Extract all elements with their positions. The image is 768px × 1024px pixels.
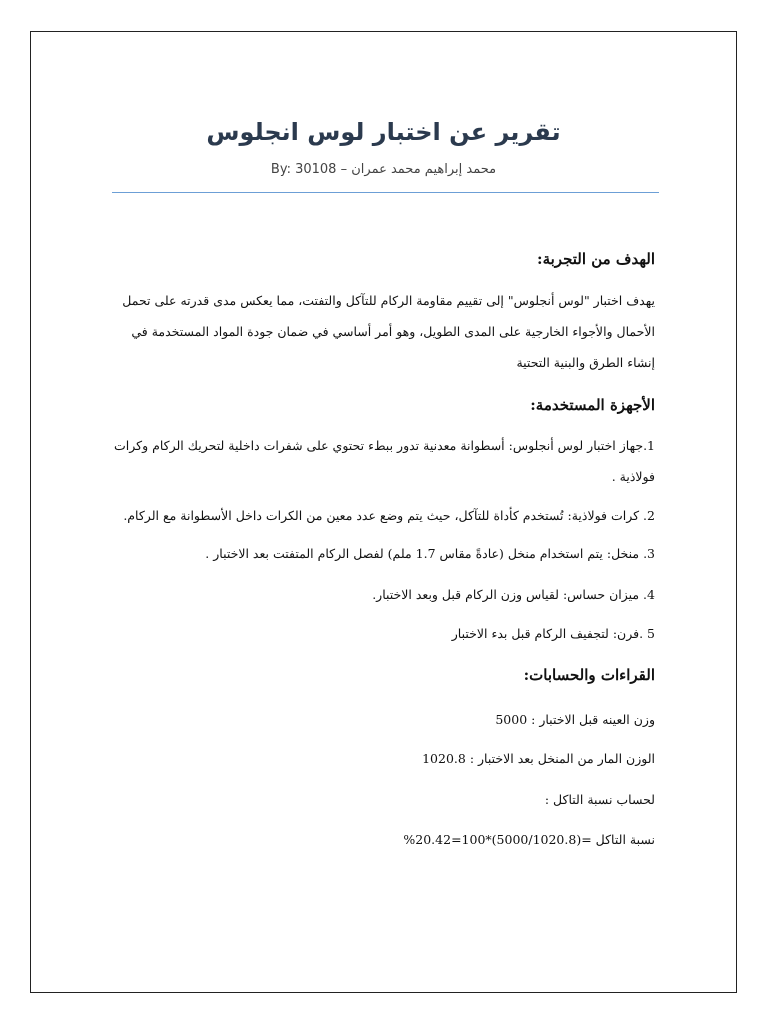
- equipment-item-2: 2. كرات فولاذية: تُستخدم كأداة للتآكل، حيث يتم وضع عدد معين من الكرات داخل الأسطوانة مع الركام.: [123, 508, 655, 523]
- equipment-item-1: 1.جهاز اختبار لوس أنجلوس: أسطوانة معدنية تدور ببطء تحتوي على شفرات داخلية لتحريك الركام وكرات فولاذية .: [114, 438, 655, 484]
- equipment-heading: الأجهزة المستخدمة:: [530, 396, 655, 414]
- objective-paragraph: يهدف اختبار "لوس أنجلوس" إلى تقييم مقاومة الركام للتآكل والتفتت، مما يعكس مدى قدرته على تحمل الأحمال والأجواء الخارجية على المدى الطويل، وهو أمر أساسي في ضمان جودة المواد المستخدمة في إنشاء الطرق والبنية التحتية: [122, 293, 655, 370]
- author-line: محمد إبراهيم محمد عمران – By: 30108: [270, 162, 497, 177]
- reading-line-1: وزن العينه قبل الاختبار : 5000: [495, 712, 655, 727]
- objective-heading: الهدف من التجربة:: [537, 250, 655, 268]
- reading-line-4: نسبة التاكل =(5000/1020.8)*100=20.42%: [403, 832, 655, 847]
- equipment-item-3: 3. منخل: يتم استخدام منخل (عادةً مقاس 1.7 ملم) لفصل الركام المتفتت بعد الاختبار .: [205, 546, 655, 561]
- equipment-item-4: 4. ميزان حساس: لقياس وزن الركام قبل وبعد الاختبار.: [372, 587, 655, 602]
- equipment-item-5: 5 .فرن: لتجفيف الركام قبل بدء الاختبار: [451, 626, 655, 641]
- document-title: تقرير عن اختبار لوس انجلوس: [206, 118, 561, 146]
- reading-line-2: الوزن المار من المنخل بعد الاختبار : 1020.8: [422, 751, 655, 766]
- reading-line-3: لحساب نسبة التاكل :: [544, 792, 655, 807]
- document-page: [30, 31, 737, 993]
- readings-heading: القراءات والحسابات:: [523, 666, 655, 684]
- title-divider: [112, 192, 659, 193]
